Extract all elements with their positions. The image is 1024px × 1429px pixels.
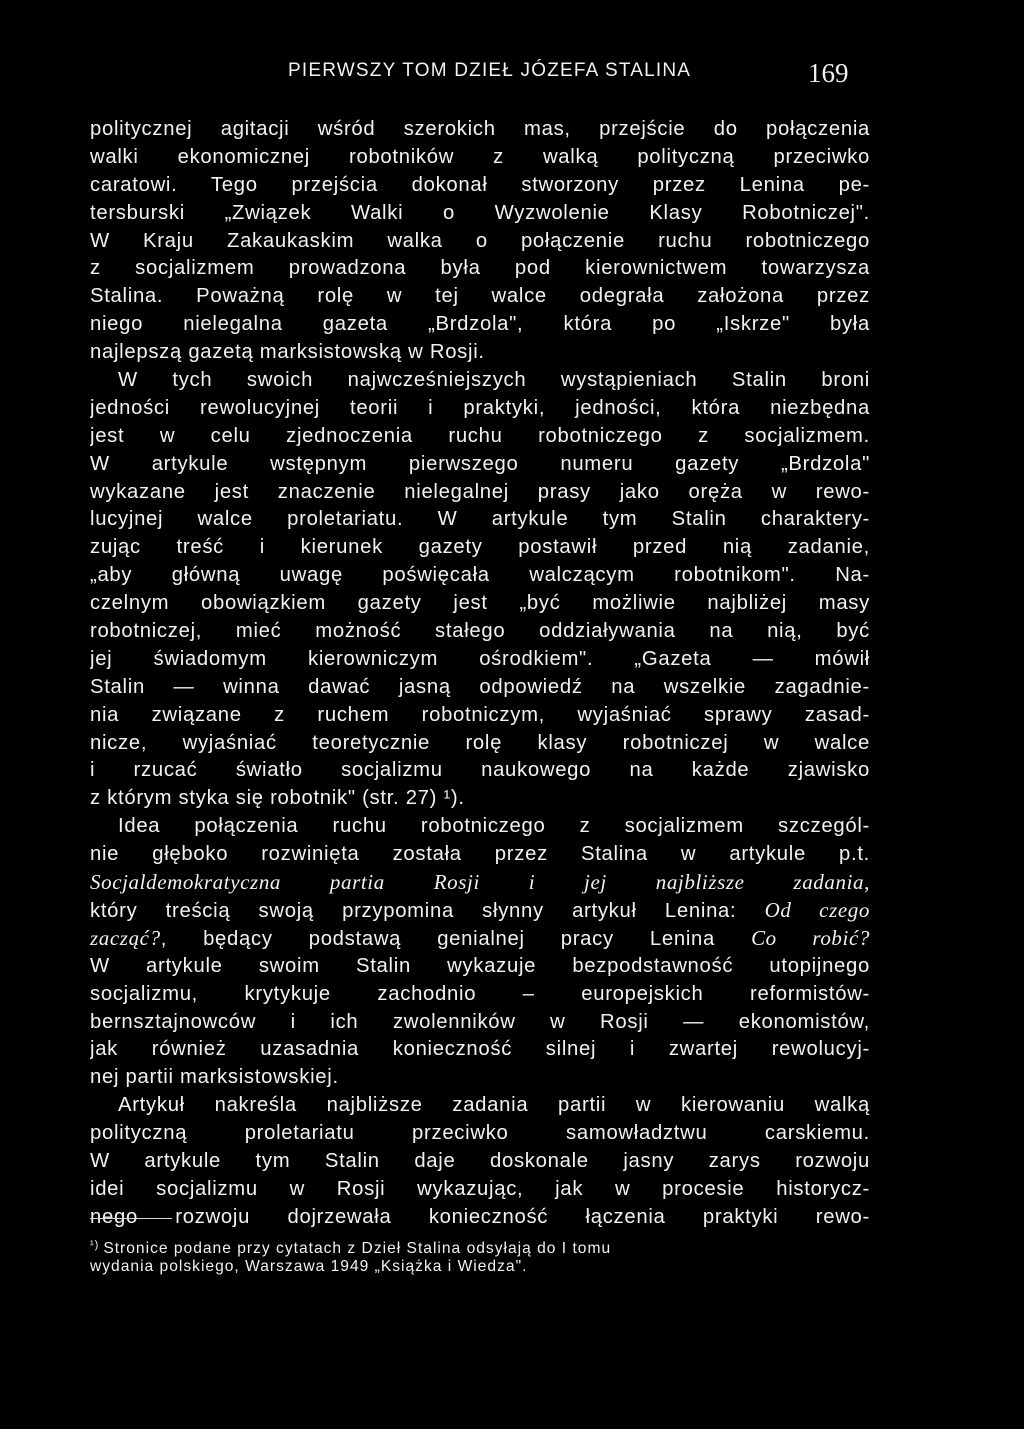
text-line: W artykule wstępnym pierwszego numeru gazety „Brdzola": [90, 452, 870, 475]
text-line: jedności rewolucyjnej teorii i praktyki, jedności, która niezbędna: [90, 396, 870, 419]
footnote-divider: [90, 1218, 172, 1219]
text-line: tersburski „Związek Walki o Wyzwolenie Klasy Robotniczej".: [90, 201, 870, 224]
text-line: nia związane z ruchem robotniczym, wyjaśniać sprawy zasad-: [90, 703, 870, 726]
text-line: idei socjalizmu w Rosji wykazując, jak w procesie historycz-: [90, 1177, 870, 1200]
text-line: lucyjnej walce proletariatu. W artykule tym Stalin charaktery-: [90, 508, 870, 531]
text-line: caratowi. Tego przejścia dokonał stworzony przez Lenina pe-: [90, 173, 870, 196]
text-line: nicze, wyjaśniać teoretycznie rolę klasy robotniczej w walce: [90, 731, 870, 754]
text-segment: , będący podstawą genialnej pracy Lenina: [160, 927, 752, 950]
text-line: najlepszą gazetą marksistowską w Rosji.: [90, 341, 485, 364]
text-segment: który treścią swoją przypomina słynny artykuł Lenina:: [90, 899, 765, 922]
italic-title-co-robic: Co robić?: [751, 925, 870, 950]
text-block-b: [90, 953, 870, 1232]
text-line: nego rozwoju dojrzewała konieczność łączenia praktyki rewo-: [90, 1205, 870, 1228]
footnote-line: [90, 1256, 870, 1278]
text-line: walki ekonomicznej robotników z walką polityczną przeciwko: [90, 145, 870, 168]
italic-title-lenin-cont: zacząć?: [90, 925, 161, 950]
footnote-text-2: wydania polskiego, Warszawa 1949 „Książka i Wiedza".: [90, 1258, 528, 1275]
text-line: czelnym obowiązkiem gazety jest „być możliwie najbliżej masy: [90, 592, 870, 615]
text-line: z socjalizmem prowadzona była pod kierownictwem towarzysza: [90, 257, 870, 280]
italic-title-lenin: Od czego: [764, 897, 870, 922]
footnote-marker: ¹): [90, 1239, 100, 1251]
text-line: i rzucać światło socjalizmu naukowego na każde zjawisko: [90, 759, 870, 782]
text-line: z którym styka się robotnik" (str. 27) ¹).: [90, 787, 465, 810]
text-line: jest w celu zjednoczenia ruchu robotniczego z socjalizmem.: [90, 424, 870, 447]
text-line-italic-title: [90, 869, 870, 897]
running-header: PIERWSZY TOM DZIEŁ JÓZEFA STALINA: [288, 60, 692, 81]
main-text: [90, 116, 870, 1232]
text-line: W artykule tym Stalin daje doskonale jasny zarys rozwoju: [90, 1149, 870, 1172]
text-line-mixed-2: [90, 925, 870, 953]
footnote-text-1: Stronice podane przy cytatach z Dzieł Stalina odsyłają do I tomu: [103, 1240, 612, 1257]
text-line: bernsztajnowców i ich zwolenników w Rosji — ekonomistów,: [90, 1010, 870, 1033]
text-line: robotniczej, mieć możność stałego oddziaływania na nią, być: [90, 620, 870, 643]
text-line: wykazane jest znaczenie nielegalnej prasy jako oręża w rewo-: [90, 480, 870, 503]
text-line: W artykule swoim Stalin wykazuje bezpodstawność utopijnego: [90, 954, 870, 977]
text-line: Artykuł nakreśla najbliższe zadania partii w kierowaniu walką: [118, 1094, 870, 1117]
text-line: jak również uzasadnia konieczność silnej i zwartej rewolucyj-: [90, 1038, 870, 1061]
text-line: Stalina. Poważną rolę w tej walce odegrała założona przez: [90, 285, 870, 308]
text-line: niego nielegalna gazeta „Brdzola", która po „Iskrze" była: [90, 313, 870, 336]
footnote-line: [90, 1234, 870, 1256]
page-number: 169: [808, 58, 849, 88]
text-block-a: [90, 116, 870, 869]
italic-title: Socjaldemokratyczna partia Rosji i jej najbliższe zadania,: [90, 870, 870, 895]
text-line: W Kraju Zakaukaskim walka o połączenie ruchu robotniczego: [90, 229, 870, 252]
text-line: jej świadomym kierowniczym ośrodkiem". „Gazeta — mówił: [90, 647, 870, 670]
text-line: nej partii marksistowskiej.: [90, 1066, 339, 1089]
text-line: politycznej agitacji wśród szerokich mas, przejście do połączenia: [90, 118, 870, 140]
text-line-mixed-1: [90, 897, 870, 925]
text-line: polityczną proletariatu przeciwko samowładztwu carskiemu.: [90, 1122, 870, 1145]
footnote: [90, 1234, 870, 1278]
text-line: Stalin — winna dawać jasną odpowiedź na wszelkie zagadnie-: [90, 675, 870, 698]
text-line: Idea połączenia ruchu robotniczego z socjalizmem szczegól-: [118, 815, 870, 838]
text-line: socjalizmu, krytykuje zachodnio – europejskich reformistów-: [90, 982, 870, 1005]
text-line: nie głęboko rozwinięta została przez Stalina w artykule p.t.: [90, 843, 870, 866]
text-line: zując treść i kierunek gazety postawił przed nią zadanie,: [90, 536, 870, 559]
text-line: „aby główną uwagę poświęcała walczącym robotnikom". Na-: [90, 564, 870, 587]
text-line: W tych swoich najwcześniejszych wystąpieniach Stalin broni: [118, 369, 870, 392]
